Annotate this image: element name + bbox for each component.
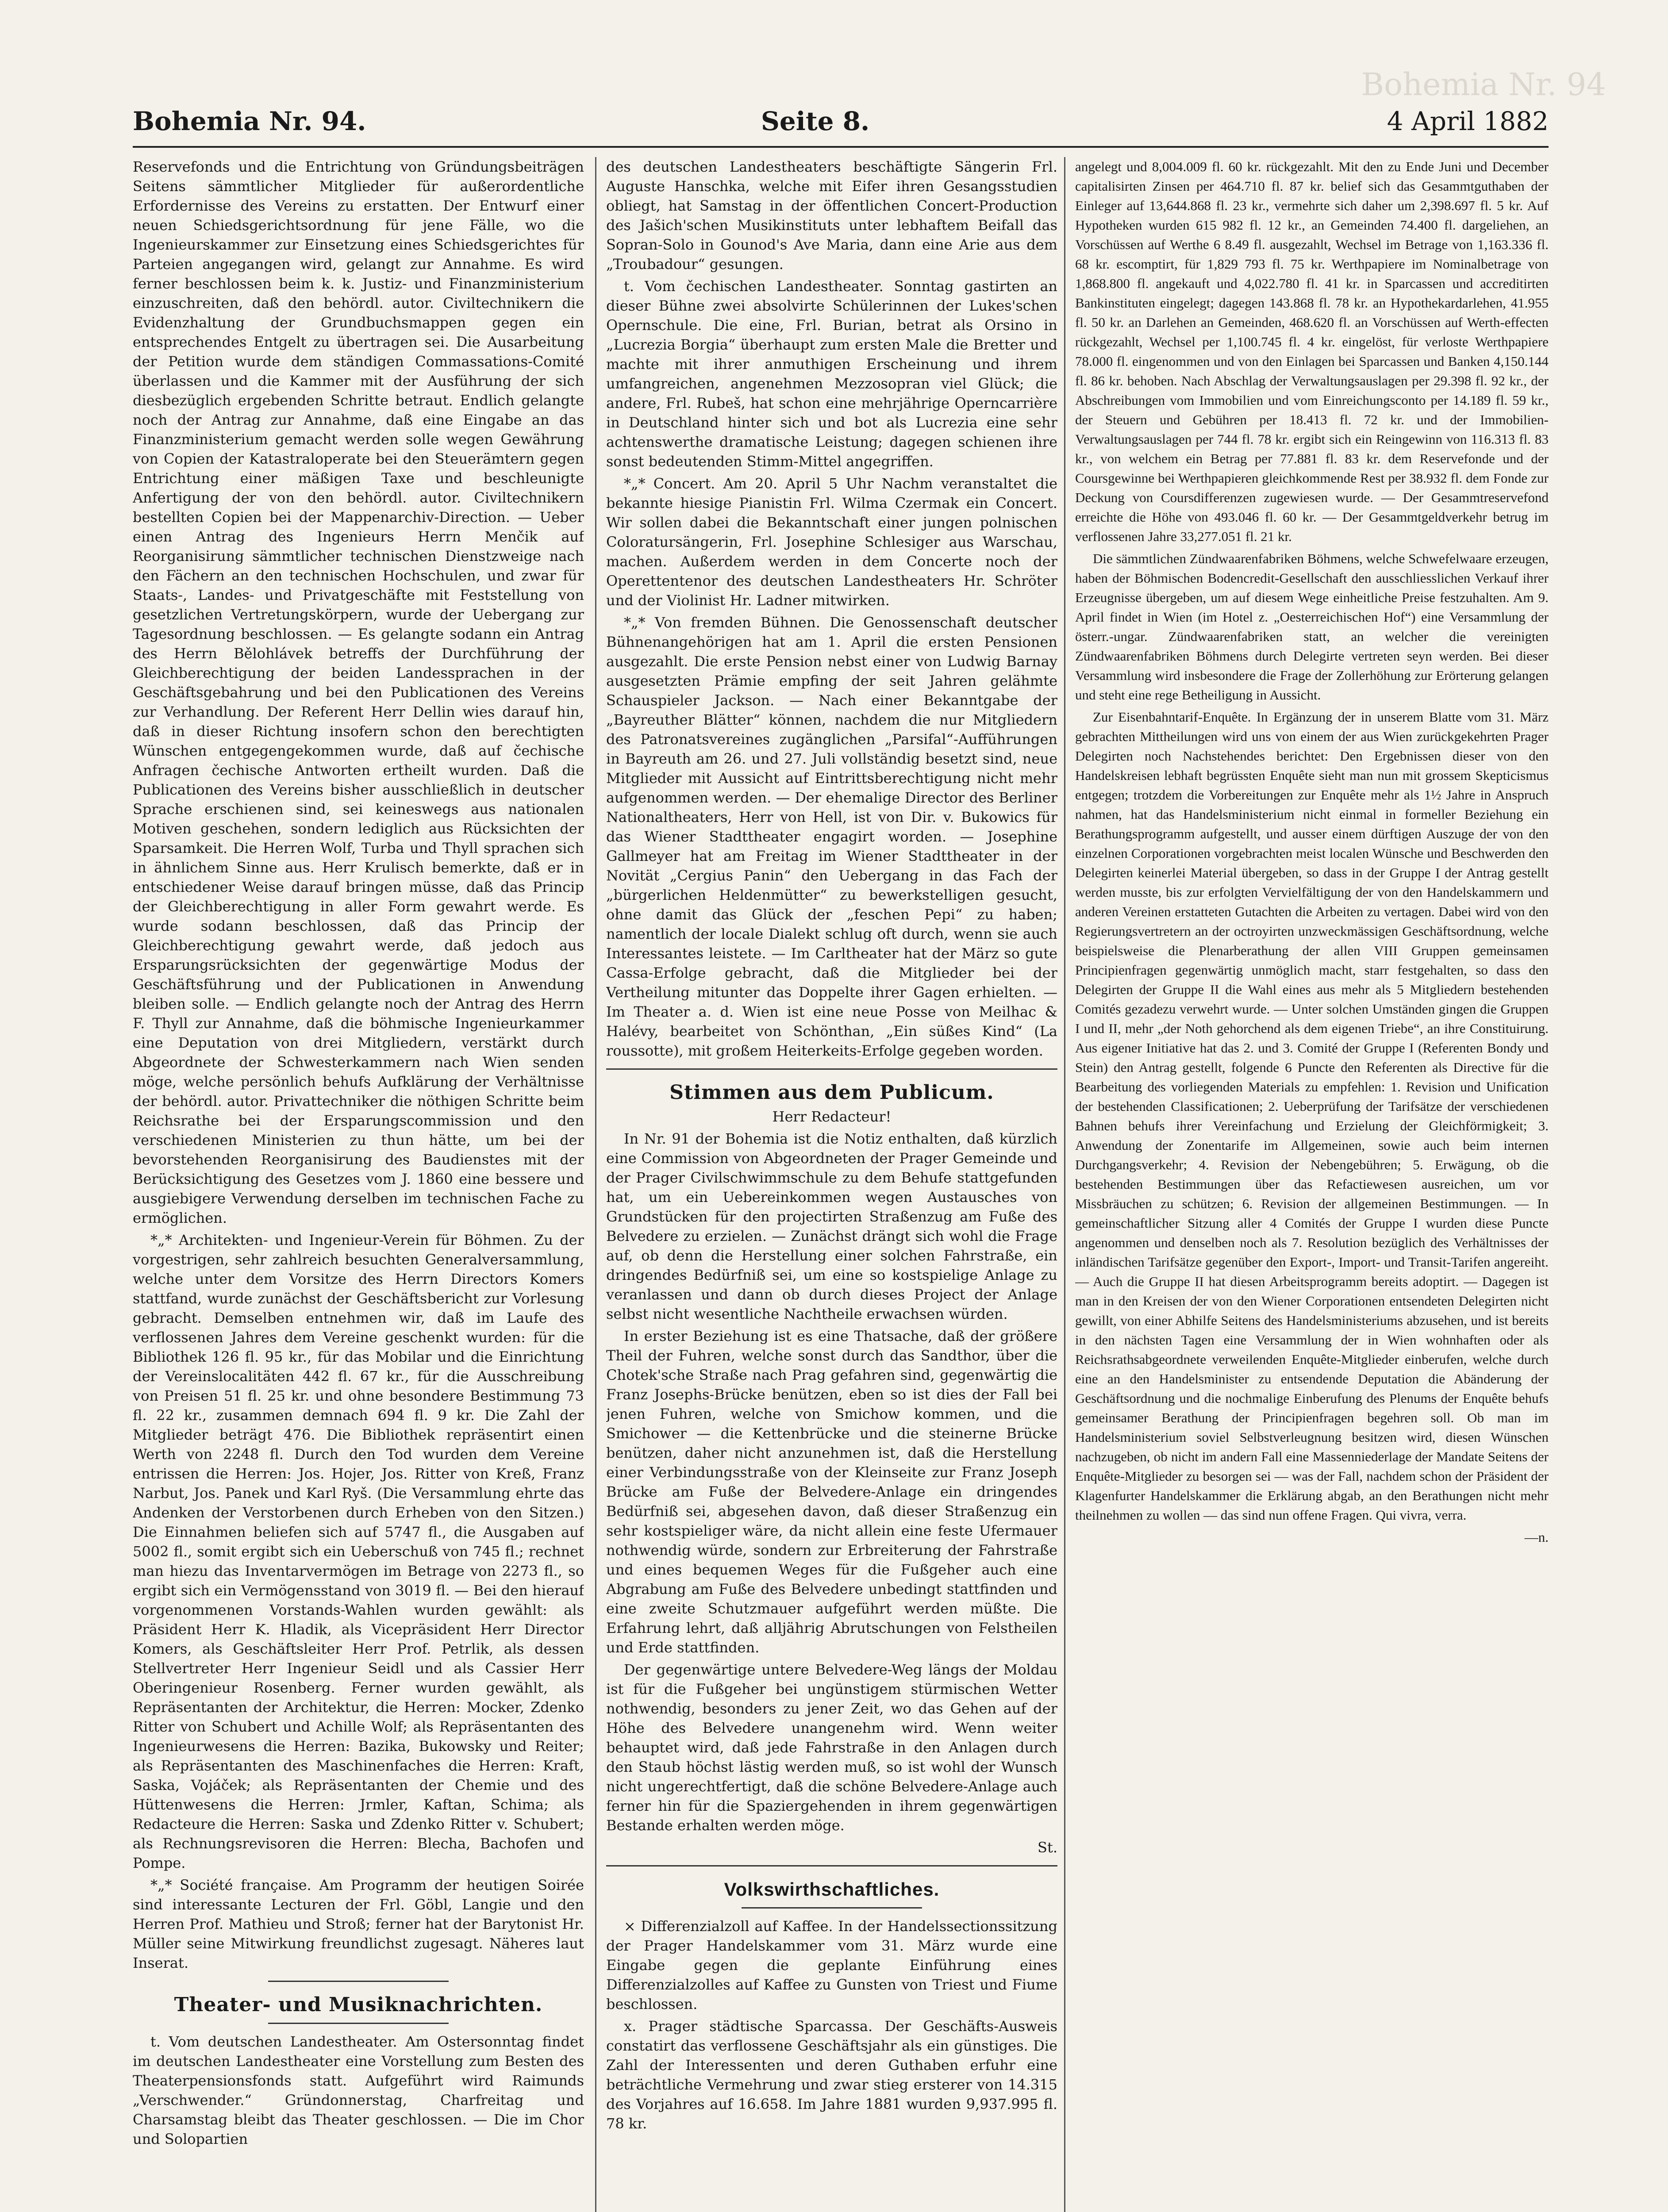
article-paragraph: Die sämmtlichen Zündwaarenfabriken Böhmens, welche Schwefelwaare erzeugen, haben der Böhmischen Bodencredit-Gesellschaft den ausschliesslichen Verkauf ihrer Erzeugnisse übergeben, um auf diesem Wege einheitliche Preise festzuhalten. Am 9. April findet in Wien (im Hotel z. „Oesterreichischen Hof“) eine Versammlung der österr.-ungar. Zündwaarenfabriken statt, an welcher die vereinigten Zündwaarenfabriken Böhmens durch Delegirte vertreten seyn werden. Bei dieser Versammlung wird insbesondere die Frage der Zollerhöhung zur Erörterung gelangen und steht eine rege Betheiligung in Aussicht. (1075, 551, 1549, 703)
section-rule (606, 1865, 1057, 1866)
section-rule (268, 2023, 449, 2024)
article-paragraph: t. Vom čechischen Landestheater. Sonntag gastirten an dieser Bühne zwei absolvirte Schülerinnen der Lukes'schen Opernschule. Die eine, Frl. Burian, betrat als Orsino in „Lucrezia Borgia“ überhaupt zum ersten Male die Bretter und machte mit ihrer anmuthigen Erscheinung und ihrem umfangreichen, angenehmen Mezzosopran viel Glück; die andere, Frl. Rubeš, hat schon eine mehrjährige Operncarrière in Deutschland hinter sich und bot als Lucrezia eine sehr achtenswerthe dramatische Leistung; dagegen schienen ihre sonst bedeutenden Stimm-Mittel angegriffen. (606, 278, 1057, 470)
section-heading: Theater- und Musiknachrichten. (174, 1993, 543, 2016)
column-2 (606, 157, 1057, 2212)
masthead-page-number: Seite 8. (761, 106, 870, 136)
salutation: Herr Redacteur! (772, 1108, 892, 1125)
column-3 (1075, 157, 1549, 2212)
masthead-title: Bohemia Nr. 94. (133, 106, 366, 136)
section-rule (268, 1981, 449, 1982)
article-paragraph: *„* Von fremden Bühnen. Die Genossenschaft deutscher Bühnenangehörigen hat am 1. April die ersten Pensionen ausgezahlt. Die erste Pension nebst einer von Ludwig Barnay ausgesetzten Prämie empfing der seit Jahren gelähmte Schauspieler Jackson. — Nach einer Bekanntgabe der „Bayreuther Blätter“ können, nachdem die nur Mitgliedern des Patronatsvereines zugänglichen „Parsifal“-Aufführungen in Bayreuth am 26. und 27. Juli vollständig besetzt sind, neue Mitglieder mit Aussicht auf Eintrittsberechtigung nicht mehr aufgenommen werden. — Der ehemalige Director des Berliner Nationaltheaters, Herr von Hell, ist von Dir. v. Bukowics für das Wiener Stadttheater engagirt worden. — Josephine Gallmeyer hat am Freitag im Wiener Stadttheater in der Novität „Cergius Panin“ den Uebergang in das Fach der „bürgerlichen Heldenmütter“ zu bewerkstelligen gesucht, ohne damit das Glück der „feschen Pepi“ zu haben; namentlich der locale Dialekt schlug oft durch, wenn sie auch Interessantes leistete. — Im Carltheater hat der März so gute Cassa-Erfolge gebracht, daß die Mitglieder bei der Vertheilung mitunter das Doppelte ihrer Gagen erhielten. — Im Theater a. d. Wien ist eine neue Posse von Meilhac & Halévy, bearbeitet von Schönthan, „Ein süßes Kind“ (La roussotte), mit großem Heiterkeits-Erfolge gegeben worden. (606, 614, 1057, 1059)
section-rule (606, 1068, 1057, 1070)
article-paragraph: *„* Concert. Am 20. April 5 Uhr Nachm veranstaltet die bekannte hiesige Pianistin Frl. Wilma Czermak ein Concert. Wir sollen dabei die Bekanntschaft einer jungen polnischen Coloratursängerin, Frl. Josephine Schlesiger aus Warschau, machen. Außerdem werden in dem Concerte noch der Operettentenor des deutschen Landestheaters Hr. Schröter und der Violinist Hr. Ladner mitwirken. (606, 475, 1057, 609)
article-paragraph: *„* Architekten- und Ingenieur-Verein für Böhmen. Zu der vorgestrigen, sehr zahlreich besuchten Generalversammlung, welche unter dem Vorsitze des Herrn Directors Komers stattfand, wurde zunächst der Geschäftsbericht zur Vorlesung gebracht. Demselben entnehmen wir, daß im Laufe des verflossenen Jahres dem Vereine geschenkt wurden: für die Bibliothek 126 fl. 95 kr., für das Mobilar und die Einrichtung der Vereinslocalitäten 442 fl. 67 kr., für die Ausschreibung von Preisen 51 fl. 25 kr. und ohne besondere Bestimmung 73 fl. 22 kr., zusammen demnach 694 fl. 9 kr. Die Zahl der Mitglieder beträgt 476. Die Bibliothek repräsentirt einen Werth von 2248 fl. Durch den Tod wurden dem Vereine entrissen die Herren: Jos. Hojer, Jos. Ritter von Kreß, Franz Narbut, Jos. Panek und Karl Ryš. (Die Versammlung ehrte das Andenken der Verstorbenen durch Erheben von den Sitzen.) Die Einnahmen beliefen sich auf 5747 fl., die Ausgaben auf 5002 fl., somit ergibt sich ein Ueberschuß von 745 fl.; rechnet man hiezu das Inventarvermögen im Betrage von 2273 fl., so ergibt sich ein Vermögensstand von 3019 fl. — Bei den hierauf vorgenommenen Vorstands-Wahlen wurden gewählt: als Präsident Herr K. Hladik, als Vicepräsident Herr Director Komers, als Geschäftsleiter Herr Prof. Petrlik, als dessen Stellvertreter Herr Ingenieur Seidl und als Cassier Herr Oberingenieur Rosenberg. Ferner wurden gewählt, als Repräsentanten der Architektur, die Herren: Mocker, Zdenko Ritter von Schubert und Achille Wolf; als Repräsentanten des Ingenieurwesens die Herren: Bazika, Bukowsky und Reiter; als Repräsentanten des Maschinenfaches die Herren: Kraft, Saska, Vojáček; als Repräsentanten der Chemie und des Hüttenwesens die Herren: Jrmler, Kaftan, Schima; als Redacteure die Herren: Saska und Zdenko Ritter v. Schubert; als Rechnungsrevisoren die Herren: Blecha, Bachofen und Pompe. (133, 1232, 584, 1871)
section-heading: Stimmen aus dem Publicum. (669, 1081, 994, 1104)
article-paragraph: In Nr. 91 der Bohemia ist die Notiz enthalten, daß kürzlich eine Commission von Abgeordneten der Prager Gemeinde und der Prager Civilschwimmschule zu dem Behufe stattgefunden hat, um ein Uebereinkommen wegen Austausches von Grundstücken für den projectirten Straßenzug am Fuße des Belvedere zu erzielen. — Zunächst drängt sich wohl die Frage auf, ob denn die Herstellung einer solchen Fahrstraße, ein dringendes Bedürfniß sei, um eine so kostspielige Anlage zu veranlassen und dann ob durch dieses Project der Anlage selbst nicht wesentliche Nachtheile erwachsen würden. (606, 1130, 1057, 1322)
article-paragraph: × Differenzialzoll auf Kaffee. In der Handelssectionssitzung der Prager Handelskammer vom 31. März wurde eine Eingabe gegen die geplante Einführung eines Differenzialzolles auf Kaffee zu Gunsten von Triest und Fiume beschlossen. (606, 1918, 1057, 2012)
bleed-through-text: Bohemia Nr. 94 (1361, 66, 1606, 103)
article-paragraph: t. Vom deutschen Landestheater. Am Ostersonntag findet im deutschen Landestheater eine Vorstellung zum Besten des Theaterpensionsfonds statt. Aufgeführt wird Raimunds „Verschwender.“ Gründonnerstag, Charfreitag und Charsamstag bleibt das Theater geschlossen. — Die im Chor und Solopartien (133, 2033, 584, 2147)
masthead-date: 4 April 1882 (1387, 106, 1549, 136)
article-paragraph: In erster Beziehung ist es eine Thatsache, daß der größere Theil der Fuhren, welche sonst durch das Sandthor, über die Chotek'sche Straße nach Prag gefahren sind, gegenwärtig die Franz Josephs-Brücke benützen, eben so ist dies der Fall bei jenen Fuhren, welche von Smichow kommen, und die Smichower — die Kettenbrücke und die steinerne Brücke benützen, daher nicht anzunehmen ist, daß die Herstellung einer Verbindungsstraße von der Kleinseite zur Franz Joseph Brücke am Fuße der Belvedere-Anlage ein dringendes Bedürfniß sei, abgesehen davon, daß dieser Straßenzug ein sehr kostspieliger wäre, da nicht allein eine feste Ufermauer nothwendig würde, sondern zur Erbreiterung der Fahrstraße und eines bequemen Weges für die Fußgeher auch eine Abgrabung am Fuße des Belvedere unbedingt stattfinden und eine zweite Schutzmauer aufgeführt werden müßte. Die Erfahrung lehrt, daß alljährig Abrutschungen von Felstheilen und Erde stattfinden. (606, 1328, 1057, 1656)
column-divider-1 (595, 157, 596, 2212)
masthead-rule (133, 146, 1549, 148)
article-paragraph: Reservefonds und die Entrichtung von Gründungsbeiträgen Seitens sämmtlicher Mitglieder für außerordentliche Erfordernisse des Vereins zu erstatten. Der Entwurf einer neuen Schiedsgerichtsordnung für jene Fälle, wo die Ingenieurskammer zur Einsetzung eines Schiedsgerichtes für Parteien angegangen wird, gelangt zur Annahme. Es wird ferner beschlossen beim k. k. Justiz- und Finanzministerium einzuschreiten, daß den behördl. autor. Civiltechnikern die Evidenzhaltung der Grundbuchsmappen gegen ein entsprechendes Entgelt zu übertragen sei. Die Ausarbeitung der Petition wurde dem ständigen Commassations-Comité überlassen und die Kammer mit der Ausführung der sich diesbezüglich ergebenden Schritte betraut. Endlich gelangte noch der Antrag zur Annahme, daß eine Eingabe an das Finanzministerium gemacht werden solle wegen Gewährung von Copien der Katastraloperate bei den Steuerämtern gegen Entrichtung einer mäßigen Taxe und beschleunigte Anfertigung der von den behördl. autor. Civiltechnikern bestellten Copien bei der Mappenarchiv-Direction. — Ueber einen Antrag des Ingenieurs Herrn Menčik auf Reorganisirung sämmtlicher technischen Dienstzweige nach den Fächern an den technischen Hochschulen, und zwar für Staats-, Landes- und Privatgeschäfte mit Feststellung von gesetzlichen Vertretungskörpern, wurde der Uebergang zur Tagesordnung beschlossen. — Es gelangte sodann ein Antrag des Herrn Bělohlávek betreffs der Durchführung der Gleichberechtigung der beiden Landessprachen in der Geschäftsgebahrung und bei den Publicationen des Vereins zur Verhandlung. Der Referent Herr Dellin wies darauf hin, daß in dieser Richtung insofern schon den berechtigten Wünschen entgegengekommen wurde, daß auf čechische Anfragen čechische Antworten ertheilt wurden. Daß die Publicationen des Vereins bisher ausschließlich in deutscher Sprache erschienen sind, sei keineswegs aus nationalen Motiven geschehen, sondern lediglich aus Rücksichten der Sparsamkeit. Die Herren Wolf, Turba und Thyll sprachen sich in ähnlichem Sinne aus. Herr Krulisch bemerkte, daß er in entschiedener Weise darauf bringen müsse, daß das Princip der Gleichberechtigung in aller Form gewahrt werde. Es wurde sodann beschlossen, daß das Princip der Gleichberechtigung gewahrt werde, daß jedoch aus Ersparungsrücksichten der gegenwärtige Modus der Geschäftsführung und der Publicationen in Anwendung bleiben solle. — Endlich gelangte noch der Antrag des Herrn F. Thyll zur Annahme, daß die böhmische Ingenieurkammer eine Deputation von drei Mitgliedern, verstärkt durch Abgeordnete der Schwesterkammern nach Wien senden möge, welche persönlich behufs Aufklärung der Verhältnisse der behördl. autor. Privattechniker die nöthigen Schritte beim Reichsrathe bei der Ersparungscommission und den verschiedenen Ministerien zu thun hätte, um bei der bevorstehenden Reorganisirung des Baudienstes mit der Berücksichtigung des Gesetzes vom J. 1860 eine bessere und ausgiebigere Verwendung derselben im technischen Fache zu ermöglichen. (133, 158, 584, 1226)
article-paragraph: angelegt und 8,004.009 fl. 60 kr. rückgezahlt. Mit den zu Ende Juni und December capitalisirten Zinsen per 464.710 fl. 87 kr. belief sich das Gesammtguthaben der Einleger auf 13,644.868 fl. 23 kr., vermehrte sich daher um 2,398.697 fl. 5 kr. Auf Hypotheken wurden 615 982 fl. 12 kr., an Gemeinden 74.400 fl. dargeliehen, an Vorschüssen auf Werthe 6 8.49 fl. ausgezahlt, Wechsel im Betrage von 1,163.336 fl. 68 kr. escomptirt, für 1,829 793 fl. 75 kr. Werthpapiere im Nominalbetrage von 1,868.800 fl. angekauft und 4,022.780 fl. 41 kr. in Sparcassen und accreditirten Bankinstituten eingelegt; dagegen 143.868 fl. 78 kr. an Hypothekardarlehen, 41.955 fl. 50 kr. an Darlehen an Gemeinden, 468.620 fl. an Vorschüssen auf Werth-effecten rückgezahlt, Wechsel per 1,100.745 fl. 4 kr. eingelöst, für verloste Werthpapiere 78.000 fl. eingenommen und von den Einlagen bei Sparcassen und Banken 4,150.144 fl. 86 kr. behoben. Nach Abschlag der Verwaltungsauslagen per 29.398 fl. 92 kr., der Abschreibungen vom Immobilien und vom Einreichungsconto per 14.189 fl. 59 kr., der Steuern und Gebühren per 18.413 fl. 72 kr. und der Immobilien-Verwaltungsauslagen per 744 fl. 78 kr. ergibt sich ein Reingewinn von 116.313 fl. 83 kr., von welchem ein Betrag per 77.881 fl. 83 kr. dem Reservefonde und der Coursgewinne bei Werthpapieren gleichkommende Rest per 38.932 fl. dem Fonde zur Deckung von Coursdifferenzen zugewiesen wurde. — Der Gesammtreservefond erreichte die Höhe von 493.046 fl. 60 kr. — Der Gesammtgeldverkehr betrug im verflossenen Jahre 33,277.051 fl. 21 kr. (1075, 159, 1549, 544)
article-paragraph: x. Prager städtische Sparcassa. Der Geschäfts-Ausweis constatirt das verflossene Geschäftsjahr als ein günstiges. Die Zahl der Interessenten und deren Guthaben erfuhr eine beträchtliche Vermehrung und zwar stieg ersterer von 14.315 des Vorjahres auf 16.658. Im Jahre 1881 wurden 9,937.995 fl. 78 kr. (606, 2018, 1057, 2132)
signature: —n. (1524, 1529, 1549, 1545)
article-paragraph: Zur Eisenbahntarif-Enquête. In Ergänzung der in unserem Blatte vom 31. März gebrachten Mittheilungen wird uns von einem der aus Wien zurückgekehrten Prager Delegirten noch Nachstehendes berichtet: Den Ergebnissen dieser von den Handelskreisen lebhaft begrüssten Enquête sieht man nun mit grossem Skepticismus entgegen; trotzdem die Vorbereitungen zur Enquête mehr als 1½ Jahre in Anspruch nahmen, hat das Handelsministerium nicht einmal in formeller Beziehung ein Berathungsprogramm aufgestellt, und ausser einem dürftigen Auszuge der von den einzelnen Corporationen vorgebrachten meist localen Wünsche und Beschwerden den Delegirten keinerlei Material übergeben, so dass in der Gruppe I der Antrag gestellt werden musste, bis zur erfolgten Vervielfältigung der von den Handelskammern und anderen Vereinen erstatteten Gutachten die Arbeiten zu vertagen. Dabei wird von den Regierungsvertretern an der octroyirten unzweckmässigen Geschäftsordnung, welche beispielsweise die Plenarberathung der allen VIII Gruppen gemeinsamen Principienfragen gegenwärtig unmöglich macht, starr festgehalten, so dass den Delegirten der Gruppe II die Wahl eines aus mehr als 5 Mitgliedern bestehenden Comités gezadezu verwehrt wurde. — Unter solchen Umständen gingen die Gruppen I und II, mehr „der Noth gehorchend als dem eigenen Triebe“, an ihre Constituirung. Aus eigener Initiative hat das 2. und 3. Comité der Gruppe I (Referenten Bondy und Stein) den Antrag gestellt, folgende 6 Puncte den Referenten als Directive für die Bearbeitung des vorliegenden Materials zu empfehlen: 1. Revision und Unification der bestehenden Classificationen; 2. Ueberprüfung der Tarifsätze der verschiedenen Bahnen behufs ihrer Vereinfachung und Erzielung der Gleichförmigkeit; 3. Anwendung der Zonentarife im Allgemeinen, sowie auch beim internen Durchgangsverkehr; 4. Revision der Nebengebühren; 5. Erwägung, ob die bestehenden Bestimmungen über das Refactiewesen ausreichen, um vor Missbräuchen zu schützen; 6. Revision der allgemeinen Bestimmungen. — In gemeinschaftlicher Sitzung aller 4 Comités der Gruppe I wurden diese Puncte angenommen und denselben noch als 7. Resolution bezüglich des Verhältnisses der inländischen Tarifsätze gegenüber den Export-, Import- und Transit-Tarifen angereiht. — Auch die Gruppe II hat diesen Arbeitsprogramm bereits adoptirt. — Dagegen ist man in den Kreisen der von den Wiener Corporationen entsendeten Delegirten nicht gewillt, von einer Abhilfe Seitens des Handelsministeriums abzusehen, und ist bereits in den nächsten Tagen eine Versammlung der in Wien wohnhaften oder als Reichsrathsabgeordnete verweilenden Enquête-Mitglieder einberufen, welche durch eine an den Handelsminister zu entsendende Deputation die Abänderung der Geschäftsordnung und die nochmalige Einberufung des Plenums der Enquête behufs gemeinsamer Berathung der Principienfragen begehren soll. Ob man im Handelsministerium soviel Selbstverleugnung besitzen wird, diesen Wünschen nachzugeben, ob nicht im andern Fall eine Massenniederlage der Mandate Seitens der Enquête-Mitglieder zu besorgen sei — was der Fall, nachdem schon der Präsident der Klagenfurter Handelskammer die Erklärung abgab, an den Berathungen nicht mehr theilnehmen zu wollen — das sind nun offene Fragen. Qui vivra, verra. (1075, 709, 1549, 1523)
article-paragraph: *„* Société française. Am Programm der heutigen Soirée sind interessante Lecturen der Frl. Göbl, Langie und den Herren Prof. Mathieu und Stroß; ferner hat der Barytonist Hr. Müller seine Mitwirkung freundlichst zugesagt. Näheres laut Inserat. (133, 1877, 584, 1971)
article-paragraph: Der gegenwärtige untere Belvedere-Weg längs der Moldau ist für die Fußgeher bei ungünstigem stürmischen Wetter nothwendig, besonders zu jener Zeit, wo das Gehen auf der Höhe des Belvedere unangenehm wird. Wenn weiter behauptet wird, daß jede Fahrstraße in den Anlagen durch den Staub höchst lästig werden muß, so ist wohl der Wunsch nicht ungerechtfertigt, daß die schöne Belvedere-Anlage auch ferner hin für die Spaziergehenden in ihrem gegenwärtigen Bestande erhalten werden möge. (606, 1661, 1057, 1834)
section-heading: Volkswirthschaftliches. (724, 1879, 940, 1900)
signature: St. (1038, 1839, 1057, 1856)
column-1 (133, 157, 584, 2212)
column-divider-2 (1064, 157, 1065, 2212)
article-paragraph: des deutschen Landestheaters beschäftigte Sängerin Frl. Auguste Hanschka, welche mit Eifer ihren Gesangsstudien obliegt, hat Samstag in der öffentlichen Concert-Production des Jašich'schen Musikinstituts unter lebhaftem Beifall das Sopran-Solo in Gounod's Ave Maria, dann eine Arie aus dem „Troubadour“ gesungen. (606, 158, 1057, 273)
section-rule (742, 1907, 922, 1909)
masthead (133, 106, 1549, 146)
